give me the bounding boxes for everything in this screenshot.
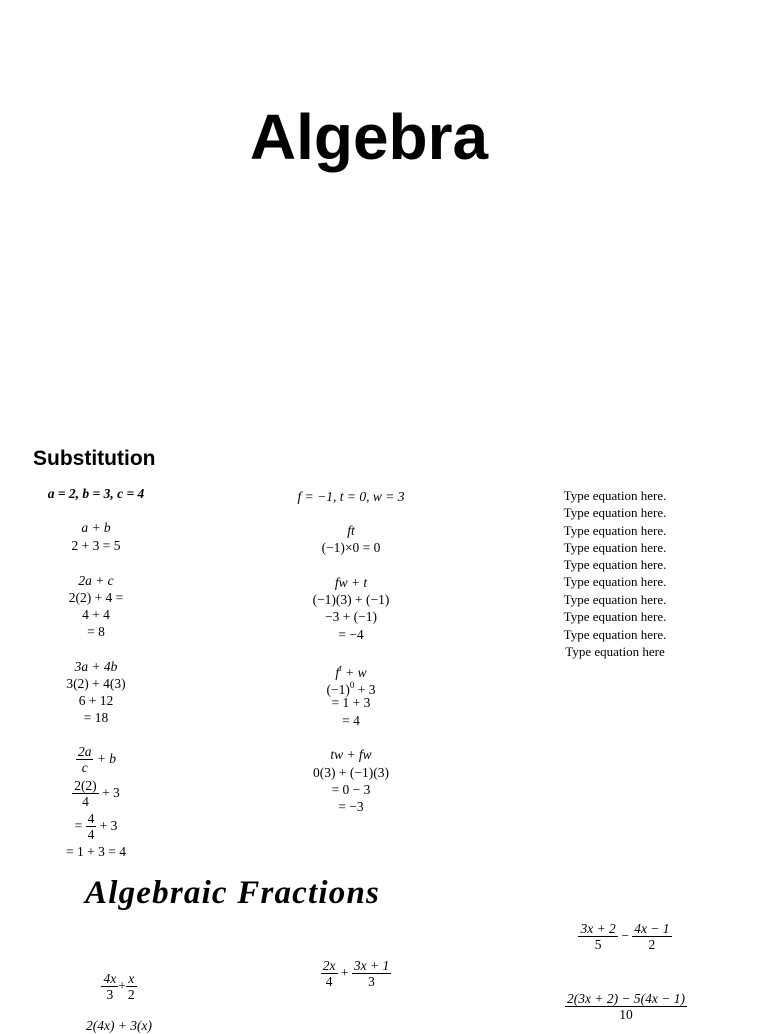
fraction: $\frac{2x}{4}$ (322, 958, 336, 990)
section-heading-substitution: Substitution (33, 447, 156, 470)
fraction: $\frac{4}{4}$ (87, 811, 95, 843)
expression-step: 3(2) + 4(3) (66, 676, 126, 691)
fraction: $\frac{3x + 1}{3}$ (353, 958, 390, 990)
equation-placeholder[interactable]: Type equation here. (563, 627, 667, 642)
expression-step: 2(2) + 4 = (68, 590, 124, 605)
fraction: $\frac{3x + 2}{5}$ (580, 921, 616, 953)
equation-placeholder[interactable]: Type equation here. (563, 505, 667, 520)
expression-step: (−1)×0 = 0 (321, 540, 381, 555)
fraction-problem-3: $\frac{3x + 2}{5}$ − $\frac{4x - 1}{2}$ (580, 921, 670, 953)
expression-step: (−1)(3) + (−1) (312, 592, 390, 607)
expression-step: = 18 (83, 710, 109, 725)
expression-step: −3 + (−1) (324, 609, 378, 624)
equation-placeholder[interactable]: Type equation here. (563, 609, 667, 624)
expression-step: = 1 + 3 (331, 695, 371, 710)
fraction-problem-1-step: 2(4x) + 3(x) (85, 1018, 153, 1033)
expression-step: 0(3) + (−1)(3) (313, 765, 389, 780)
expression-step: = 4 (342, 713, 360, 728)
expression: 2a + c (78, 573, 114, 588)
expression: a + b (81, 520, 111, 535)
expression-step: $(-1)^0 + 3$ (326, 680, 376, 697)
fraction-expression: = $\frac{4}{4}$ + 3 (74, 811, 118, 843)
equation-placeholder[interactable]: Type equation here. (563, 592, 667, 607)
equation-placeholder[interactable]: Type equation here. (563, 523, 667, 538)
expression: ft (347, 523, 355, 538)
expression: tw + fw (330, 747, 372, 762)
section-heading-algebraic-fractions: Algebraic Fractions (85, 875, 381, 911)
fraction: $\frac{4x - 1}{2}$ (634, 921, 670, 953)
given-values: a = 2, b = 3, c = 4 (47, 486, 145, 501)
expression-step: = 0 − 3 (331, 782, 371, 797)
expression-step: 4 + 4 (82, 607, 110, 622)
equation-placeholder[interactable]: Type equation here. (563, 574, 667, 589)
expression-step: = −4 (338, 627, 364, 642)
page-title: Algebra (249, 101, 489, 173)
expression-step: = 1 + 3 = 4 (66, 844, 126, 859)
given-values: f = −1, t = 0, w = 3 (297, 489, 405, 504)
fraction: $\frac{2a}{c}$ (77, 744, 92, 776)
expression: fw + t (334, 575, 368, 590)
equation-placeholder[interactable]: Type equation here (565, 644, 665, 659)
expression: 3a + 4b (74, 659, 118, 674)
equation-placeholder[interactable]: Type equation here. (563, 488, 667, 503)
expression-step: = −3 (338, 799, 364, 814)
fraction-problem-2: $\frac{2x}{4}$ + $\frac{3x + 1}{3}$ (322, 958, 390, 990)
fraction-expression: $\frac{2(2)}{4}$ + 3 (74, 778, 120, 810)
fraction: $\frac{4x}{3}$ (103, 971, 117, 1003)
equation-placeholder[interactable]: Type equation here. (563, 540, 667, 555)
fraction: $\frac{2(3x + 2) - 5(4x - 1)}{10}$ (566, 991, 686, 1023)
fraction: $\frac{2(2)}{4}$ (74, 778, 97, 810)
expression-step: 6 + 12 (78, 693, 114, 708)
expression: $f^t + w$ (335, 663, 367, 680)
expression-step: = 8 (87, 624, 105, 639)
fraction: $\frac{x}{2}$ (127, 971, 135, 1003)
fraction-problem-3-step (511, 988, 741, 1024)
fraction-problem-1: $\frac{4x}{3}$ + $\frac{x}{2}$ (103, 971, 135, 1003)
expression-step: 2 + 3 = 5 (71, 538, 121, 553)
equation-placeholder[interactable]: Type equation here. (563, 557, 667, 572)
fraction-expression: $\frac{2a}{c}$ + b (77, 744, 117, 776)
